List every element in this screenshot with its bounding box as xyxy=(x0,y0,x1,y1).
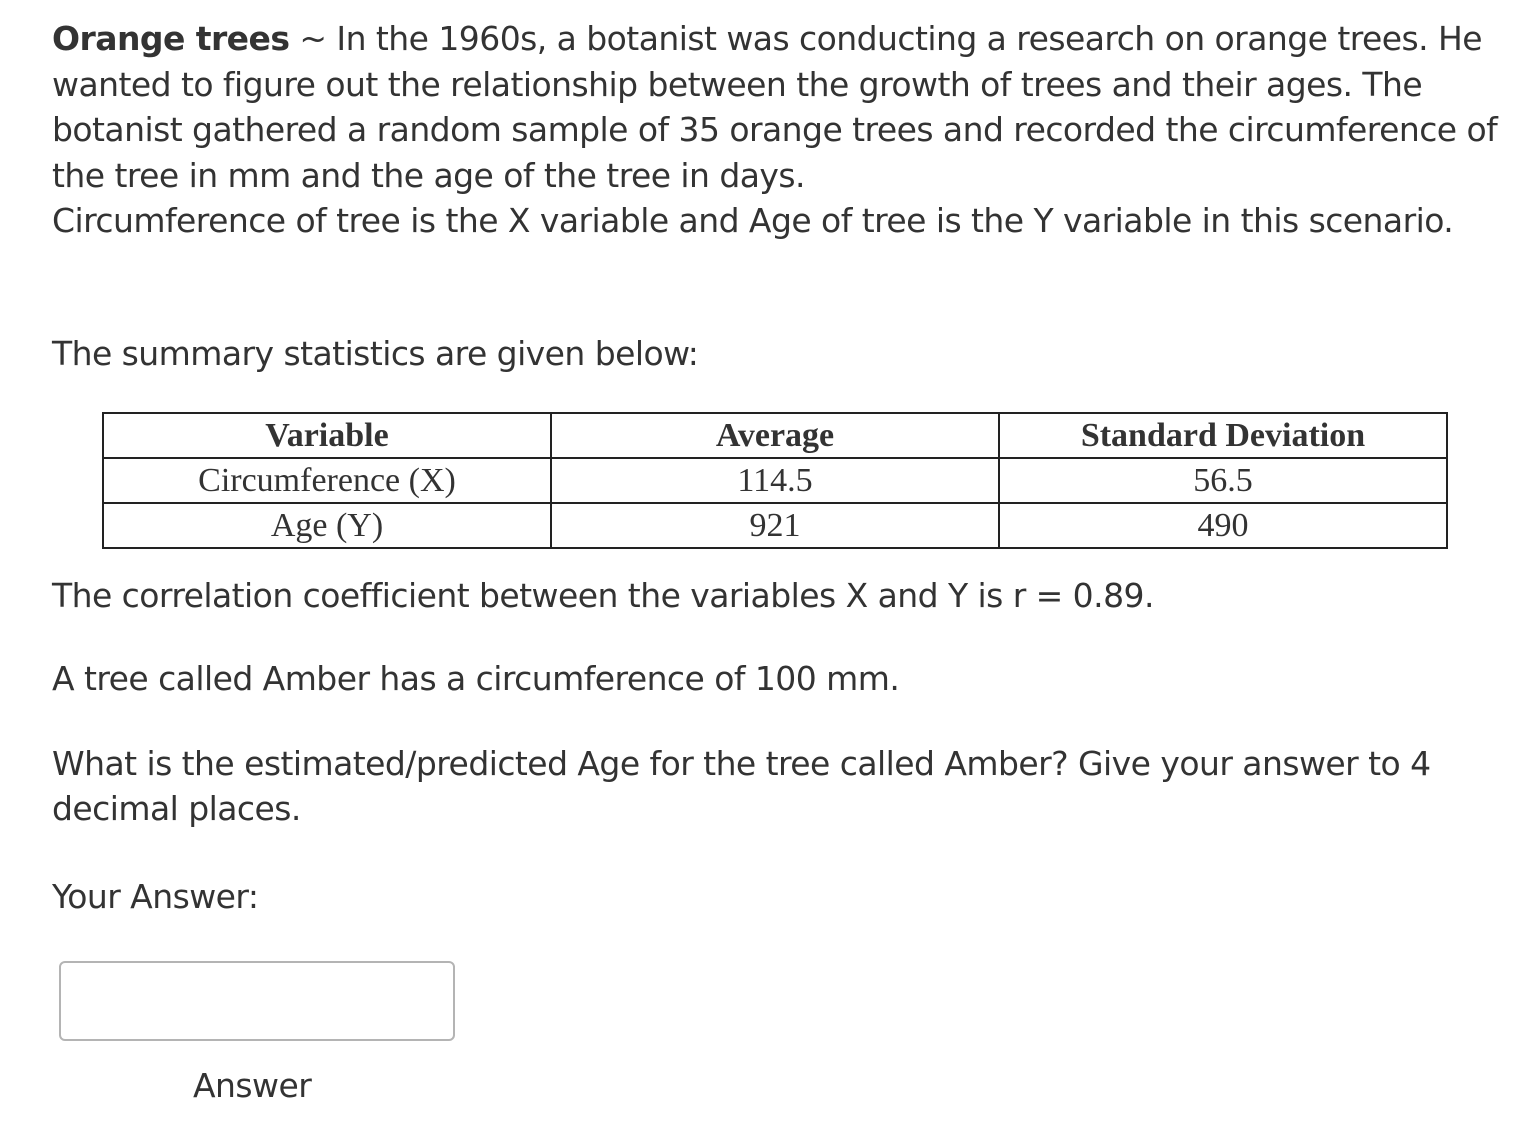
cell-average: 921 xyxy=(551,503,999,548)
variables-note: Circumference of tree is the X variable and Age of tree is the Y variable in this scenario. xyxy=(52,201,1454,240)
title-separator: ~ xyxy=(289,19,337,58)
question-intro-text: In the 1960s, a botanist was conducting a research on orange trees. He wanted to figure out the relationship between the growth of trees and their ages. The botanist gathered a random sample of 35 orange trees and recorded the circumference of the tree in mm and the age of the tree in days. xyxy=(52,19,1498,195)
cell-variable: Circumference (X) xyxy=(103,458,551,503)
summary-statistics-table xyxy=(102,412,1448,549)
question-prompt: What is the estimated/predicted Age for the tree called Amber? Give your answer to 4 decimal places. xyxy=(52,744,1431,828)
header-average: Average xyxy=(551,413,999,458)
question-title: Orange trees xyxy=(52,19,290,58)
summary-stats-lead: The summary statistics are given below: xyxy=(52,334,699,373)
question-intro xyxy=(52,16,1522,244)
answer-input[interactable] xyxy=(59,961,455,1041)
header-variable: Variable xyxy=(103,413,551,458)
header-standard-deviation: Standard Deviation xyxy=(999,413,1447,458)
cell-variable: Age (Y) xyxy=(103,503,551,548)
cell-standard-deviation: 56.5 xyxy=(999,458,1447,503)
tree-info-text: A tree called Amber has a circumference of 100 mm. xyxy=(52,659,900,698)
correlation-text: The correlation coefficient between the variables X and Y is r = 0.89. xyxy=(52,576,1154,615)
cell-average: 114.5 xyxy=(551,458,999,503)
table-row xyxy=(103,458,1447,503)
table-header-row xyxy=(103,413,1447,458)
cell-standard-deviation: 490 xyxy=(999,503,1447,548)
table-row xyxy=(103,503,1447,548)
your-answer-label: Your Answer: xyxy=(52,877,259,916)
answer-field-label: Answer xyxy=(193,1066,312,1105)
